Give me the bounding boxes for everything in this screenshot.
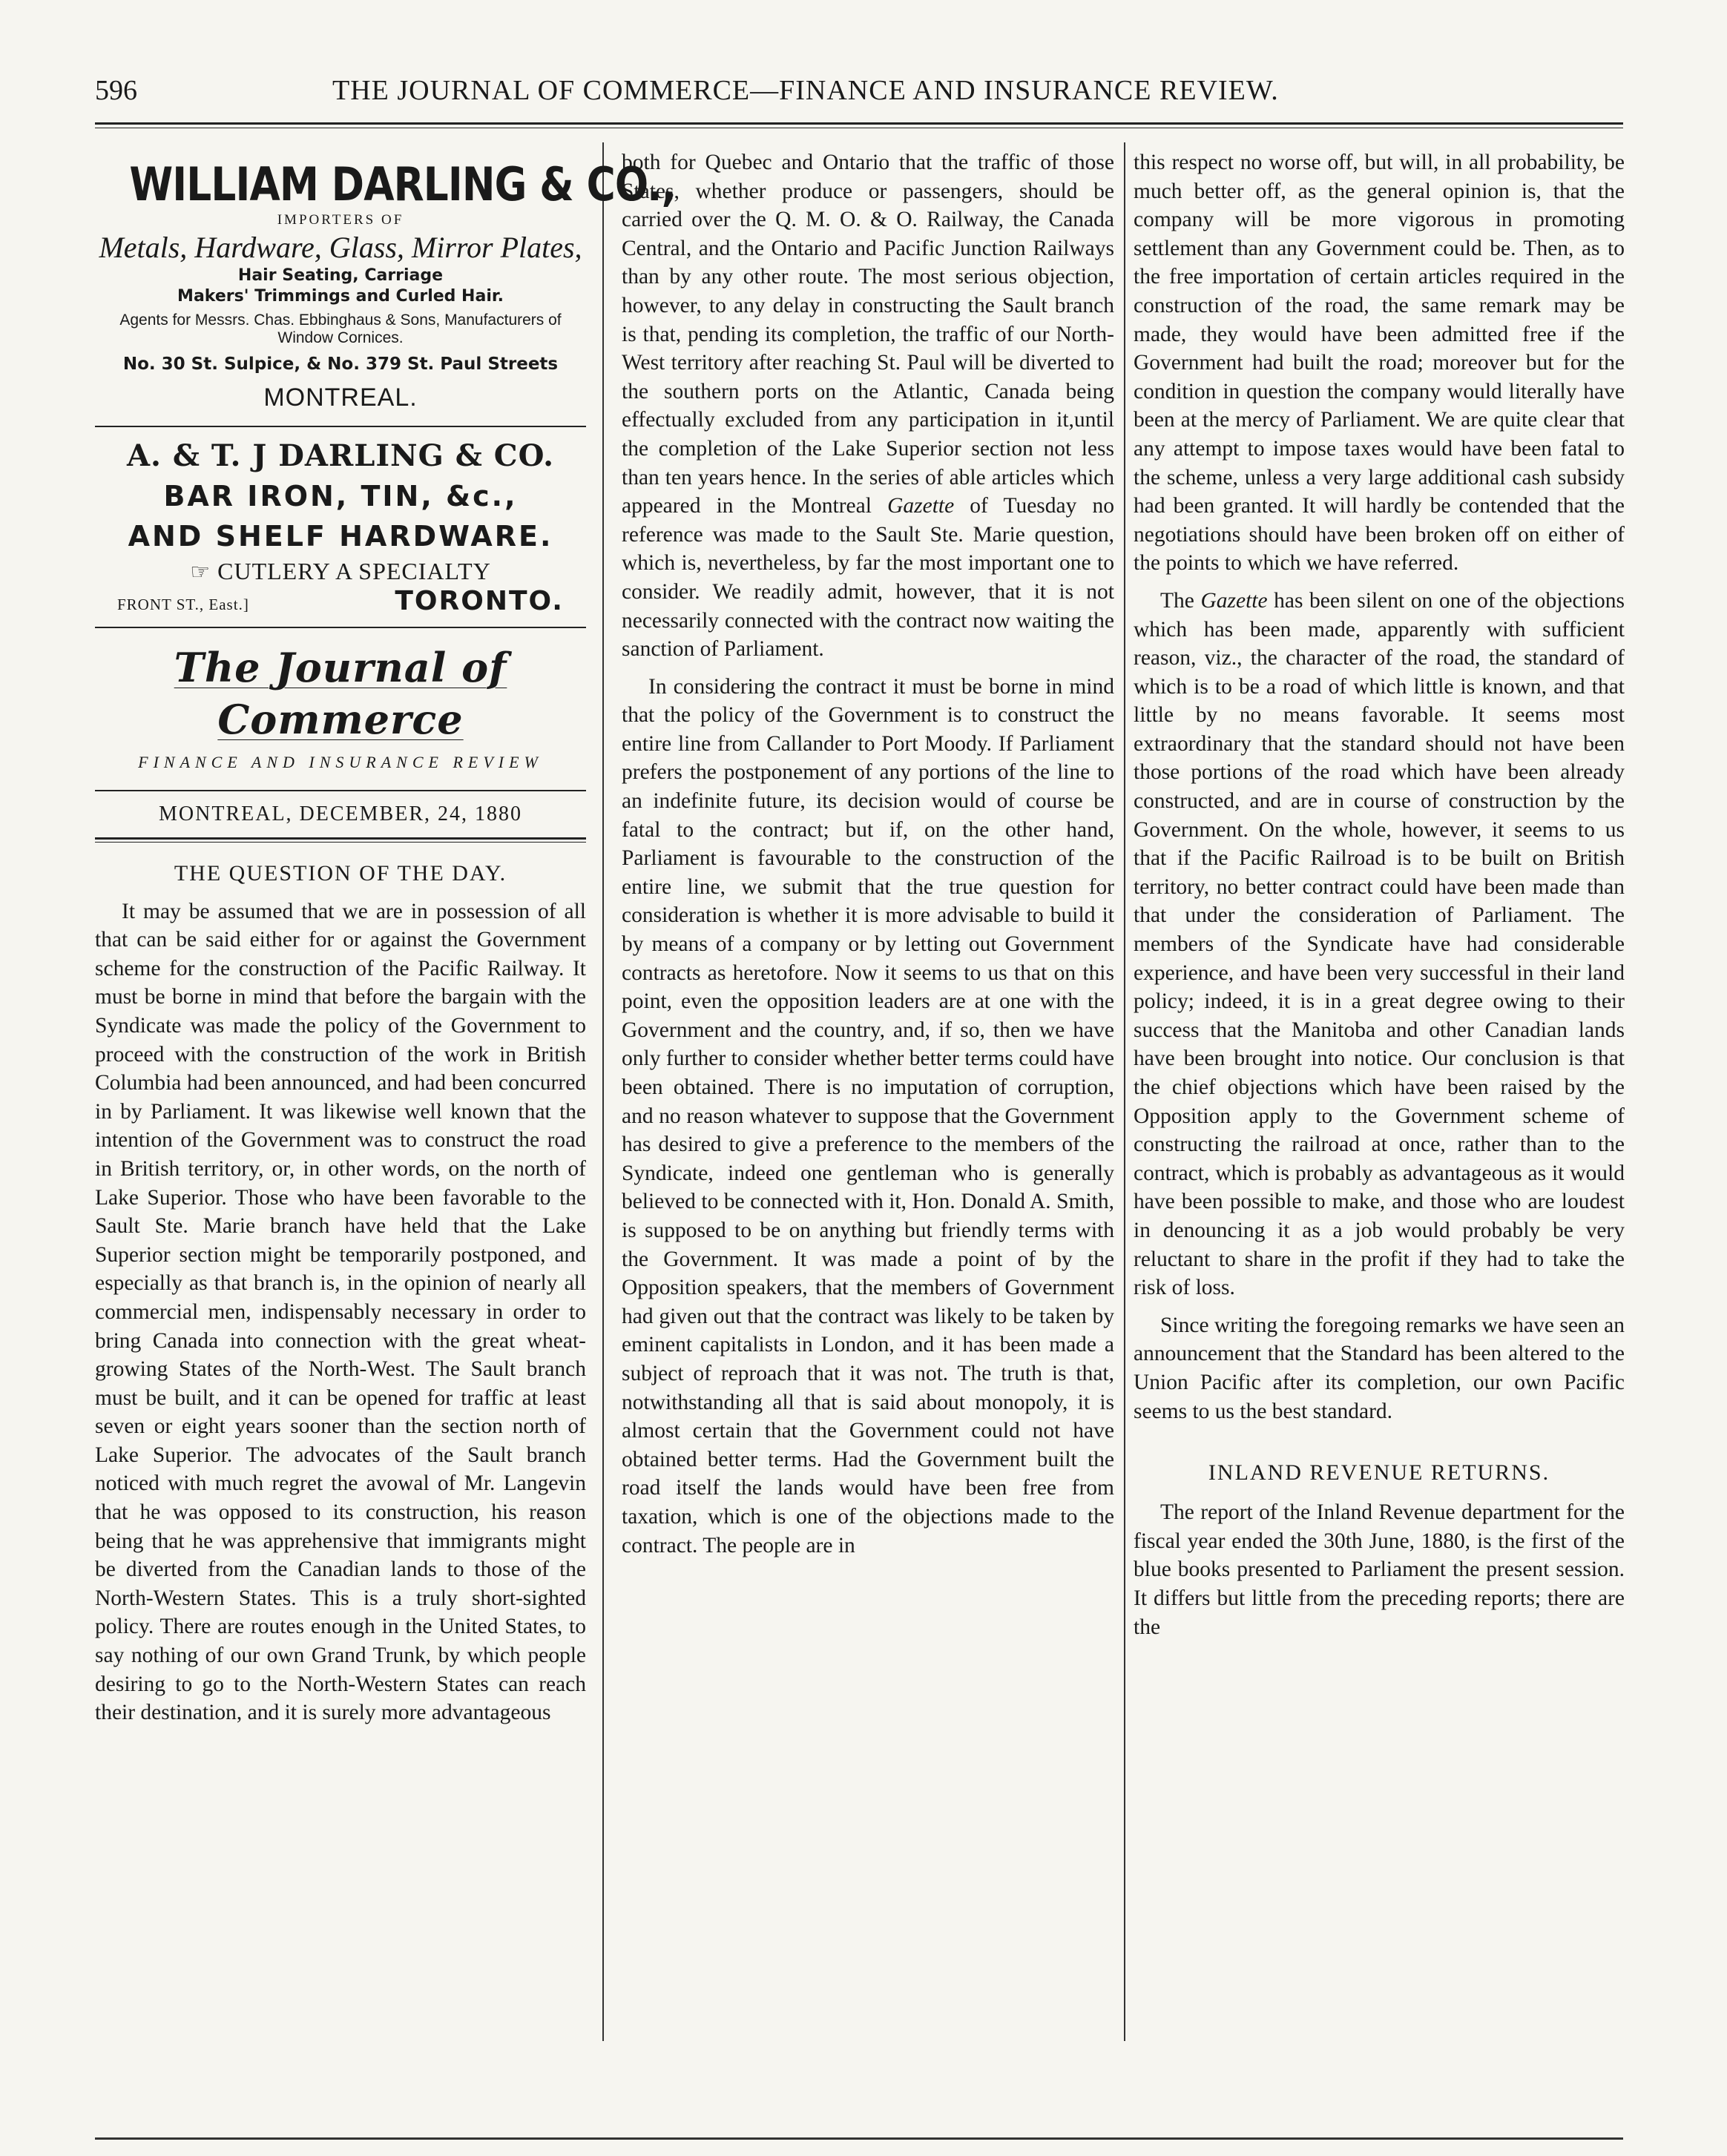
ad-goods-line1: Hair Seating, Carriage	[237, 266, 444, 285]
article-headline: INLAND REVENUE RETURNS.	[1208, 1460, 1550, 1486]
ad-cutlery-text: CUTLERY A SPECIALTY	[217, 558, 491, 584]
article-paragraph: In considering the contract it must be borne in mind that the policy of the Government is to construct the entire line from Callander to Port Moody. If Parliament prefers the postponement of any portions of the line to an indefinite future, its decision would of course be fatal to the contract; but if, on the other hand, Parliament is favourable to the construction of the entire line, we submit that the true question for consideration is whether it is more advisable to build it by means of a company or by letting out Government contracts as heretofore. Now it seems to us that on this point, even the opposition leaders are at one with the Government and the country, and, if so, then we have only further to consider whether better terms could have been obtained. There is no imputation of corruption, and no reason whatever to suppose that the Government has desired to give a preference to the members of the Syndicate, indeed one gentleman who is generally believed to be connected with it, Hon. Donald A. Smith, is supposed to be on anything but friendly terms with the Government. It was made a point of by the Opposition speakers, that the members of Government had given out that the contract was likely to be taken by eminent capitalists in London, and it has been made a subject of reproach that it was not. The truth is that, notwithstanding all that is said about monopoly, it is almost certain that the Government could not have obtained better terms. Had the Government built the road itself the lands would have been free from taxation, which is one of the objections made to the contract. The people are in	[622, 674, 1114, 1557]
ad-divider	[95, 627, 586, 628]
ad-divider	[95, 426, 586, 427]
page-header	[95, 68, 1623, 113]
column-3	[1134, 148, 1625, 1641]
dateline-rule	[95, 790, 586, 791]
dateline: MONTREAL, DECEMBER, 24, 1880	[159, 802, 522, 825]
footer-rule	[95, 2137, 1623, 2140]
gazette-title: Gazette	[887, 494, 955, 518]
article-paragraph-continued: both for Quebec and Ontario that the traffic of those States, whether produce or passengers, should be carried over the Q. M. O. & O. Railway, the Canada Central, and the Ontario and Pacific Junction Railways than by any other route. The most serious objection, however, to any delay in constructing the Sault branch is that, pending its completion, the traffic of our North-West territory after reaching St. Paul will be diverted to the southern ports on the Atlantic, Canada being effectually excluded from any participation in it,until the completion of the Lake Superior section not less than ten years hence. In the series of able articles which appeared in the Montreal Gazette of Tuesday no reference was made to the Sault Ste. Marie question, which is, nevertheless, by far the most important one to consider. We readily admit, however, that it is not necessarily connected with the contract now waiting the sanction of Parliament.	[622, 151, 1114, 662]
ad-goods: Metals, Hardware, Glass, Mirror Plates,	[99, 231, 582, 264]
column-1	[95, 148, 676, 1727]
article-paragraph: Since writing the foregoing remarks we have seen an announcement that the Standard has been altered to the Union Pacific after its completion, our own Pacific seems to us the best standard.	[1134, 1313, 1625, 1423]
ad-company-name: WILLIAM DARLING & CO.,	[129, 157, 676, 211]
masthead	[95, 642, 586, 774]
advertisement-at-darling	[95, 436, 586, 619]
article-paragraph: It may be assumed that we are in possession of all that can be said either for or against the Government scheme for the construction of the Pacific Railway. It must be borne in mind that before the bargain with the Syndicate was made the policy of the Government to proceed with the construction of the work in British Columbia had been announced, and had been concurred in by Parliament. It was likewise well known that the intention of the Government was to construct the road in British territory, or, in other words, on the north of Lake Superior. Those who have been favorable to the Sault Ste. Marie branch have held that the Lake Superior section might be temporarily postponed, and especially as that branch is, in the opinion of nearly all commercial men, indispensably necessary in order to bring Canada into connection with the great wheat-growing States of the North-West. The Sault branch must be built, and it can be opened for traffic at least seven or eight years sooner than the section north of Lake Superior. The advocates of the Sault branch noticed with much regret the avowal of Mr. Langevin that he was opposed to its construction, his reason being that he was apprehensive that immigrants might be diverted from the Canadian lands to those of the North-Western States. This is a truly short-sighted policy. There are routes enough in the United States, to say nothing of our own Grand Trunk, by which people desiring to go to the North-Western States can reach their destination, and it is surely more advantageous	[95, 899, 586, 1725]
ad-goods-line2: Makers' Trimmings and Curled Hair.	[177, 287, 504, 306]
ad-address: No. 30 St. Sulpice, & No. 379 St. Paul Streets	[122, 355, 559, 374]
header-rule	[95, 122, 1623, 128]
ad-line: AND SHELF HARDWARE.	[128, 520, 553, 553]
ad-city: TORONTO.	[395, 586, 564, 616]
gazette-title: Gazette	[1200, 588, 1268, 613]
advertisement-william-darling	[95, 157, 676, 415]
ad-cutlery	[95, 556, 586, 587]
running-title: THE JOURNAL OF COMMERCE—FINANCE AND INSURANCE REVIEW.	[332, 75, 1279, 106]
dateline-rule	[95, 837, 586, 843]
article-paragraph-continued: this respect no worse off, but will, in all probability, be much better off, as the general opinion is, that the company will be more vigorous in promoting settlement than any Government could be. Then, as to the free importation of certain articles required in the construction of the road, the same remark may be made, they would have been admitted free if the Government had built the road; moreover but for the condition in question the company would literally have been at the mercy of Parliament. We are quite clear that any attempt to impose taxes would have been fatal to the scheme, unless a very large additional cash subsidy had been granted. It will hardly be contended that the negotiations should have been broken off on either of the points to which we have referred.	[1134, 151, 1625, 576]
article-paragraph: The Gazette has been silent on one of the objections which has been made, apparently with sufficient reason, viz., the character of the road, the standard of which is to be a road of which little is known, and that little by no means favorable. It seems most extraordinary that the standard should not have been those portions of the road which have been already constructed, and are in course of construction by the Government. On the whole, however, it seems to us that if the Pacific Railroad is to be built on British territory, no better contract could have been made than that under the consideration of Parliament. The members of the Syndicate have had considerable experience, and have been very successful in their land policy; indeed, it is in a great degree owing to their success that the Manitoba and other Canadian lands have been brought into notice. Our conclusion is that the chief objections which have been raised by the Opposition apply to the Government scheme of constructing the railroad at once, rather than to the contract, which is probably as advantageous as it would have been possible to make, and those who are loudest in denouncing it as a job would probably be very reluctant to share in the profit if they had to take the risk of loss.	[1134, 588, 1625, 1300]
pointing-hand-icon: ☞	[190, 560, 211, 584]
masthead-title: The Journal of Commerce	[174, 643, 507, 743]
column-divider	[1124, 142, 1125, 2041]
ad-city: MONTREAL.	[263, 383, 418, 412]
page-number: 596	[95, 75, 137, 106]
column-2	[622, 148, 1114, 1560]
ad-address-row	[95, 587, 586, 619]
article-headline: THE QUESTION OF THE DAY.	[174, 860, 507, 886]
masthead-subtitle: FINANCE AND INSURANCE REVIEW	[138, 752, 543, 771]
ad-line: BAR IRON, TIN, &c.,	[163, 480, 518, 512]
ad-importers-label: IMPORTERS OF	[277, 212, 404, 228]
ad-agents: Agents for Messrs. Chas. Ebbinghaus & Sons, Manufacturers of Window Cornices.	[119, 311, 562, 346]
article-paragraph: The report of the Inland Revenue department for the fiscal year ended the 30th June, 1880, is the first of the blue books presented to Parliament the present session. It differs but little from the preceding reports; there are the	[1134, 1500, 1625, 1639]
ad-company-name: A. & T. J DARLING & CO.	[127, 438, 554, 473]
ad-street: FRONT ST., East.]	[117, 596, 249, 613]
column-divider	[602, 142, 604, 2041]
